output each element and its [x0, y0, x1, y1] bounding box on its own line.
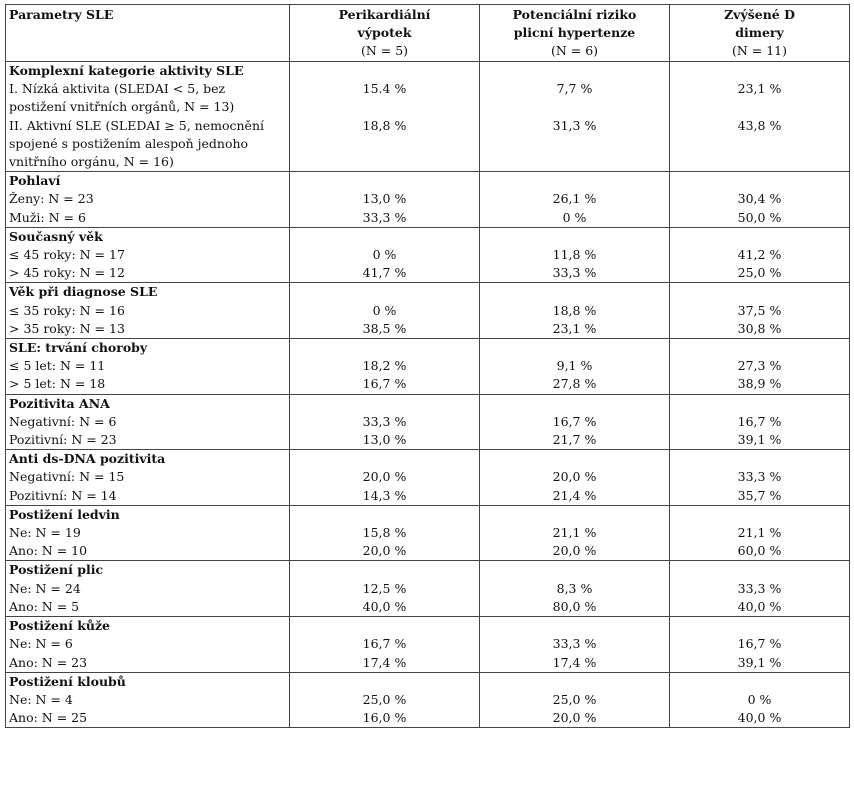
value-pulmonary-hypertension: 21,4 %	[480, 487, 670, 506]
row-label: Pozitivní: N = 23	[6, 431, 290, 450]
section-title-empty-cell	[290, 505, 480, 524]
value-d-dimers: 23,1 %	[670, 80, 850, 116]
value-pulmonary-hypertension: 33,3 %	[480, 635, 670, 653]
header-pericardial-effusion-n: (N = 5)	[360, 43, 409, 58]
row-label: Ne: N = 19	[6, 524, 290, 542]
row-label: II. Aktivní SLE (SLEDAI ≥ 5, nemocnění spojené s postižením alespoň jednoho vnitřního orgánu, N = 16)	[6, 117, 290, 172]
value-d-dimers: 16,7 %	[670, 635, 850, 653]
row-label: ≤ 5 let: N = 11	[6, 357, 290, 375]
value-pulmonary-hypertension: 33,3 %	[480, 264, 670, 283]
header-pulmonary-hypertension-n: (N = 6)	[550, 43, 599, 58]
row-label: Ano: N = 23	[6, 654, 290, 673]
table-row	[6, 580, 850, 598]
section-title-row	[6, 672, 850, 691]
value-pulmonary-hypertension: 31,3 %	[480, 117, 670, 172]
section-title: Věk při diagnose SLE	[6, 283, 290, 302]
row-label: Ne: N = 6	[6, 635, 290, 653]
value-pericardial-effusion: 0 %	[290, 302, 480, 320]
section-title-row	[6, 339, 850, 358]
table-row	[6, 468, 850, 486]
value-d-dimers: 16,7 %	[670, 413, 850, 431]
value-d-dimers: 39,1 %	[670, 654, 850, 673]
value-pericardial-effusion: 13,0 %	[290, 431, 480, 450]
table-row	[6, 654, 850, 673]
row-label: Ano: N = 25	[6, 709, 290, 728]
header-parameters: Parametry SLE	[6, 5, 290, 62]
section-title-empty-cell	[480, 561, 670, 580]
value-pulmonary-hypertension: 11,8 %	[480, 246, 670, 264]
value-pulmonary-hypertension: 18,8 %	[480, 302, 670, 320]
table-row	[6, 524, 850, 542]
row-label: Ženy: N = 23	[6, 190, 290, 208]
section-title: Postižení ledvin	[6, 505, 290, 524]
table-row	[6, 80, 850, 116]
row-label: I. Nízká aktivita (SLEDAI < 5, bez postižení vnitřních orgánů, N = 13)	[6, 80, 290, 116]
value-d-dimers: 25,0 %	[670, 264, 850, 283]
table-row	[6, 264, 850, 283]
section-title-empty-cell	[670, 227, 850, 246]
section-title-empty-cell	[670, 394, 850, 413]
header-pulmonary-hypertension-label: Potenciální riziko plicní hypertenze	[512, 7, 637, 40]
section-title: Pozitivita ANA	[6, 394, 290, 413]
row-label: > 35 roky: N = 13	[6, 320, 290, 339]
section-title-row	[6, 227, 850, 246]
table-row	[6, 487, 850, 506]
table-row	[6, 542, 850, 561]
table-row	[6, 246, 850, 264]
table-row	[6, 375, 850, 394]
section-title-row	[6, 172, 850, 191]
value-pericardial-effusion: 16,0 %	[290, 709, 480, 728]
section-title-empty-cell	[670, 450, 850, 469]
value-d-dimers: 30,4 %	[670, 190, 850, 208]
value-pulmonary-hypertension: 25,0 %	[480, 691, 670, 709]
value-d-dimers: 39,1 %	[670, 431, 850, 450]
section-title-empty-cell	[480, 172, 670, 191]
value-pericardial-effusion: 18,8 %	[290, 117, 480, 172]
section-title-empty-cell	[290, 283, 480, 302]
value-d-dimers: 38,9 %	[670, 375, 850, 394]
row-label: ≤ 45 roky: N = 17	[6, 246, 290, 264]
value-d-dimers: 35,7 %	[670, 487, 850, 506]
value-d-dimers: 40,0 %	[670, 709, 850, 728]
value-pulmonary-hypertension: 16,7 %	[480, 413, 670, 431]
header-pulmonary-hypertension-risk	[480, 5, 670, 62]
table-row	[6, 320, 850, 339]
section-title: Postižení plic	[6, 561, 290, 580]
row-label: Muži: N = 6	[6, 209, 290, 228]
value-pulmonary-hypertension: 21,1 %	[480, 524, 670, 542]
section-title: SLE: trvání choroby	[6, 339, 290, 358]
section-title: Postižení kloubů	[6, 672, 290, 691]
value-d-dimers: 40,0 %	[670, 598, 850, 617]
header-pericardial-effusion	[290, 5, 480, 62]
value-pericardial-effusion: 20,0 %	[290, 468, 480, 486]
value-pericardial-effusion: 15.4 %	[290, 80, 480, 116]
value-pulmonary-hypertension: 9,1 %	[480, 357, 670, 375]
section-title-empty-cell	[290, 450, 480, 469]
header-d-dimers-n: (N = 11)	[731, 43, 788, 58]
table-row	[6, 357, 850, 375]
value-pericardial-effusion: 16,7 %	[290, 635, 480, 653]
value-pericardial-effusion: 33,3 %	[290, 413, 480, 431]
section-title-empty-cell	[670, 672, 850, 691]
row-label: Ano: N = 10	[6, 542, 290, 561]
section-title: Postižení kůže	[6, 617, 290, 636]
table-row	[6, 431, 850, 450]
section-title-empty-cell	[670, 561, 850, 580]
value-pericardial-effusion: 17,4 %	[290, 654, 480, 673]
value-d-dimers: 60,0 %	[670, 542, 850, 561]
value-d-dimers: 41,2 %	[670, 246, 850, 264]
value-d-dimers: 0 %	[670, 691, 850, 709]
value-d-dimers: 27,3 %	[670, 357, 850, 375]
sle-parameters-table	[5, 4, 850, 728]
section-title-empty-cell	[290, 339, 480, 358]
section-title-empty-cell	[480, 62, 670, 81]
section-title-empty-cell	[290, 617, 480, 636]
section-title-empty-cell	[290, 561, 480, 580]
section-title-empty-cell	[480, 227, 670, 246]
section-title: Současný věk	[6, 227, 290, 246]
section-title-empty-cell	[670, 505, 850, 524]
value-pericardial-effusion: 25,0 %	[290, 691, 480, 709]
table-row	[6, 209, 850, 228]
table-row	[6, 190, 850, 208]
section-title-empty-cell	[480, 617, 670, 636]
section-title-empty-cell	[290, 672, 480, 691]
value-pulmonary-hypertension: 26,1 %	[480, 190, 670, 208]
value-pericardial-effusion: 40,0 %	[290, 598, 480, 617]
value-pericardial-effusion: 16,7 %	[290, 375, 480, 394]
section-title-empty-cell	[480, 394, 670, 413]
value-pulmonary-hypertension: 17,4 %	[480, 654, 670, 673]
value-pericardial-effusion: 0 %	[290, 246, 480, 264]
table-row	[6, 598, 850, 617]
table-row	[6, 691, 850, 709]
section-title-empty-cell	[290, 227, 480, 246]
value-pulmonary-hypertension: 20,0 %	[480, 468, 670, 486]
value-pulmonary-hypertension: 8,3 %	[480, 580, 670, 598]
section-title-empty-cell	[480, 283, 670, 302]
section-title-row	[6, 617, 850, 636]
section-title-row	[6, 450, 850, 469]
section-title-empty-cell	[670, 283, 850, 302]
section-title-empty-cell	[290, 394, 480, 413]
table-row	[6, 635, 850, 653]
value-pulmonary-hypertension: 80,0 %	[480, 598, 670, 617]
value-pericardial-effusion: 13,0 %	[290, 190, 480, 208]
section-title-empty-cell	[480, 672, 670, 691]
section-title-empty-cell	[480, 339, 670, 358]
header-d-dimers	[670, 5, 850, 62]
section-title-row	[6, 561, 850, 580]
section-title-row	[6, 394, 850, 413]
section-title-empty-cell	[290, 62, 480, 81]
value-pericardial-effusion: 20,0 %	[290, 542, 480, 561]
value-pericardial-effusion: 12,5 %	[290, 580, 480, 598]
table-row	[6, 709, 850, 728]
section-title-row	[6, 505, 850, 524]
value-pulmonary-hypertension: 20,0 %	[480, 709, 670, 728]
row-label: ≤ 35 roky: N = 16	[6, 302, 290, 320]
value-pulmonary-hypertension: 7,7 %	[480, 80, 670, 116]
row-label: Negativní: N = 15	[6, 468, 290, 486]
row-label: Negativní: N = 6	[6, 413, 290, 431]
table-row	[6, 302, 850, 320]
table-row	[6, 413, 850, 431]
value-d-dimers: 50,0 %	[670, 209, 850, 228]
value-d-dimers: 33,3 %	[670, 468, 850, 486]
value-d-dimers: 30,8 %	[670, 320, 850, 339]
section-title-empty-cell	[480, 505, 670, 524]
value-pulmonary-hypertension: 20,0 %	[480, 542, 670, 561]
section-title-empty-cell	[290, 172, 480, 191]
row-label: Ne: N = 24	[6, 580, 290, 598]
value-pericardial-effusion: 18,2 %	[290, 357, 480, 375]
row-label: Ne: N = 4	[6, 691, 290, 709]
table-header	[6, 5, 850, 62]
value-d-dimers: 43,8 %	[670, 117, 850, 172]
value-pulmonary-hypertension: 0 %	[480, 209, 670, 228]
value-pulmonary-hypertension: 21,7 %	[480, 431, 670, 450]
section-title-empty-cell	[670, 62, 850, 81]
table-row	[6, 117, 850, 172]
section-title-empty-cell	[670, 617, 850, 636]
row-label: Ano: N = 5	[6, 598, 290, 617]
value-pulmonary-hypertension: 23,1 %	[480, 320, 670, 339]
row-label: > 5 let: N = 18	[6, 375, 290, 394]
section-title-empty-cell	[480, 450, 670, 469]
value-pericardial-effusion: 38,5 %	[290, 320, 480, 339]
value-pericardial-effusion: 33,3 %	[290, 209, 480, 228]
value-pericardial-effusion: 41,7 %	[290, 264, 480, 283]
section-title-empty-cell	[670, 339, 850, 358]
section-title-empty-cell	[670, 172, 850, 191]
section-title-row	[6, 283, 850, 302]
value-d-dimers: 21,1 %	[670, 524, 850, 542]
value-pulmonary-hypertension: 27,8 %	[480, 375, 670, 394]
value-pericardial-effusion: 15,8 %	[290, 524, 480, 542]
row-label: Pozitivní: N = 14	[6, 487, 290, 506]
value-d-dimers: 33,3 %	[670, 580, 850, 598]
section-title-row	[6, 62, 850, 81]
section-title: Anti ds-DNA pozitivita	[6, 450, 290, 469]
section-title: Komplexní kategorie aktivity SLE	[6, 62, 290, 81]
header-row	[6, 5, 850, 62]
value-d-dimers: 37,5 %	[670, 302, 850, 320]
header-pericardial-effusion-label: Perikardiální výpotek	[338, 7, 431, 40]
section-title: Pohlaví	[6, 172, 290, 191]
value-pericardial-effusion: 14,3 %	[290, 487, 480, 506]
table-body	[6, 62, 850, 728]
row-label: > 45 roky: N = 12	[6, 264, 290, 283]
header-d-dimers-label: Zvýšené D dimery	[724, 7, 795, 40]
